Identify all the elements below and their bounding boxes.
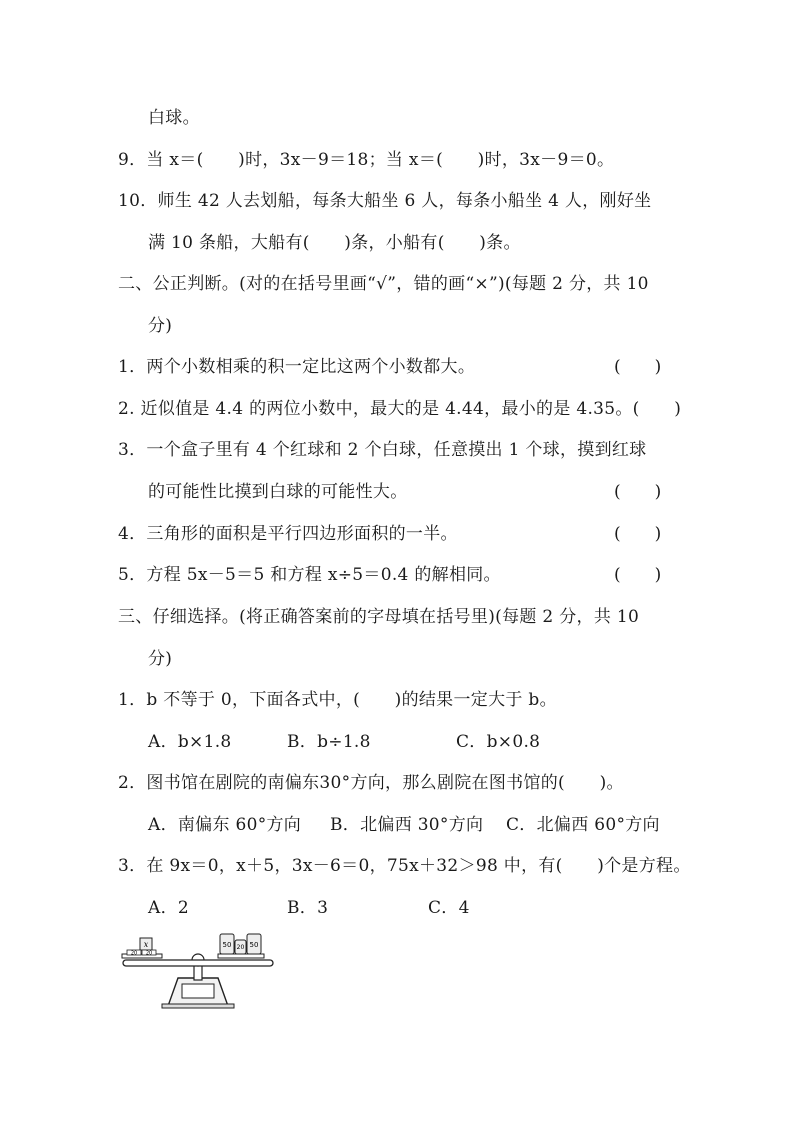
choice-question-3: 3．在 9x＝0，x＋5，3x－6＝0，75x＋32＞98 中，有( )个是方程。 bbox=[118, 856, 691, 876]
judge-question-3: 3．一个盒子里有 4 个红球和 2 个白球，任意摸出 1 个球，摸到红球 bbox=[118, 440, 647, 460]
judge-question-3-cont: 的可能性比摸到白球的可能性大。 bbox=[148, 482, 408, 502]
section-2-heading: 二、公正判断。(对的在括号里画“√”，错的画“×”)(每题 2 分，共 10 bbox=[118, 274, 649, 294]
weight-label: 20 bbox=[145, 950, 153, 957]
fill-question-10-cont: 满 10 条船，大船有( )条，小船有( )条。 bbox=[148, 233, 521, 253]
section-3-heading-cont: 分) bbox=[148, 649, 173, 669]
fill-question-10: 10．师生 42 人去划船，每条大船坐 6 人，每条小船坐 4 人，刚好坐 bbox=[118, 191, 652, 211]
judge-question-2: 2. 近似值是 4.4 的两位小数中，最大的是 4.44，最小的是 4.35。( ) bbox=[118, 399, 682, 419]
choice-option-a: A．南偏东 60°方向 bbox=[148, 815, 302, 835]
choice-option-c: C．4 bbox=[428, 898, 470, 918]
weight-label: x bbox=[143, 940, 149, 949]
choice-option-a: A．b×1.8 bbox=[148, 732, 232, 752]
q8-continuation: 白球。 bbox=[148, 108, 200, 128]
judge-question-4: 4．三角形的面积是平行四边形面积的一半。 bbox=[118, 524, 458, 544]
balance-scale-figure bbox=[118, 928, 278, 1010]
weight-label: 20 bbox=[236, 944, 245, 951]
choice-option-a: A．2 bbox=[148, 898, 189, 918]
choice-option-b: B．北偏西 30°方向 bbox=[330, 815, 484, 835]
weight-label: 50 bbox=[249, 941, 259, 949]
fill-question-9: 9．当 x＝( )时，3x－9＝18；当 x＝( )时，3x－9＝0。 bbox=[118, 150, 615, 170]
answer-blank: ( ) bbox=[614, 565, 662, 585]
choice-option-c: C．b×0.8 bbox=[456, 732, 541, 752]
choice-question-1: 1．b 不等于 0，下面各式中，( )的结果一定大于 b。 bbox=[118, 690, 557, 710]
section-2-heading-cont: 分) bbox=[148, 316, 173, 336]
choice-question-2: 2．图书馆在剧院的南偏东30°方向，那么剧院在图书馆的( )。 bbox=[118, 773, 624, 793]
weight-label: 20 bbox=[130, 950, 138, 957]
answer-blank: ( ) bbox=[614, 357, 662, 377]
choice-option-b: B．b÷1.8 bbox=[287, 732, 371, 752]
weight-label: 50 bbox=[222, 941, 232, 949]
choice-option-c: C．北偏西 60°方向 bbox=[506, 815, 660, 835]
answer-blank: ( ) bbox=[614, 524, 662, 544]
judge-question-1: 1．两个小数相乘的积一定比这两个小数都大。 bbox=[118, 357, 476, 377]
answer-blank: ( ) bbox=[614, 482, 662, 502]
choice-option-b: B．3 bbox=[287, 898, 329, 918]
judge-question-5: 5．方程 5x－5＝5 和方程 x÷5＝0.4 的解相同。 bbox=[118, 565, 501, 585]
section-3-heading: 三、仔细选择。(将正确答案前的字母填在括号里)(每题 2 分，共 10 bbox=[118, 607, 640, 627]
